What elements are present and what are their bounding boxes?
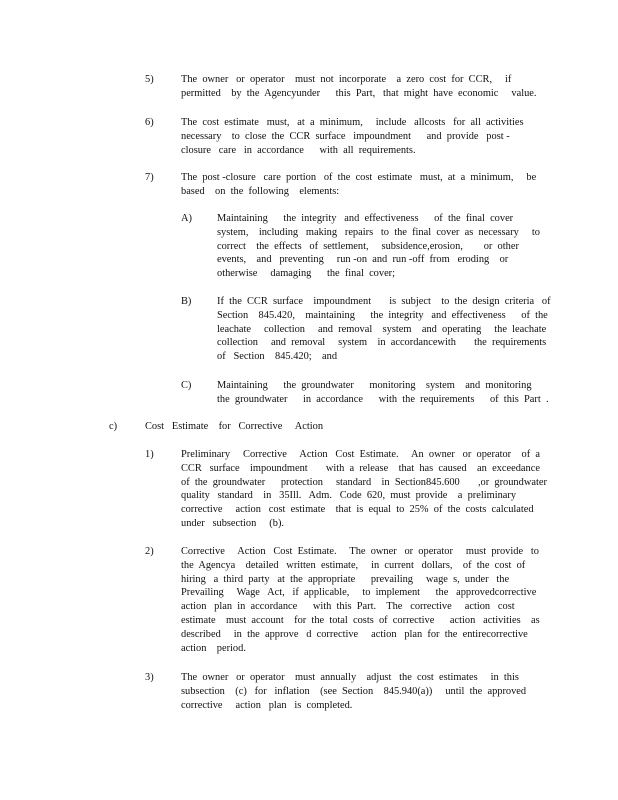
text-line: of Section 845.420; and bbox=[217, 351, 338, 363]
item-label: 5) bbox=[145, 74, 154, 85]
text-line: under subsection (b). bbox=[181, 517, 285, 529]
item-text bbox=[181, 671, 526, 712]
item-label: 3) bbox=[145, 672, 154, 683]
text-line: the Agencya detailed written estimate, in current dollars, of the cost of bbox=[181, 559, 526, 571]
text-line: based on the following elements: bbox=[181, 185, 340, 197]
text-line: described in the approve d corrective action plan for the entirecorrective bbox=[181, 628, 528, 640]
text-line: Maintaining the integrity and effectiveness of the final cover bbox=[217, 213, 514, 224]
text-line: quality standard in 35Ill. Adm. Code 620, must provide a preliminary bbox=[181, 490, 517, 502]
text-line: Section 845.420, maintaining the integrity and effectiveness of the bbox=[217, 309, 548, 321]
text-line: Corrective Action Cost Estimate. The owner or operator must provide to bbox=[181, 546, 539, 557]
text-line: The owner or operator must not incorporate a zero cost for CCR, if bbox=[181, 74, 512, 85]
text-line: action plan in accordance with this Part. The corrective action cost bbox=[181, 601, 515, 613]
text-line: Maintaining the groundwater monitoring system and monitoring bbox=[217, 380, 532, 391]
item-text bbox=[181, 448, 547, 531]
text-line: subsection (c) for inflation (see Section 845.940(a)) until the approved bbox=[181, 685, 527, 697]
item-text bbox=[217, 212, 540, 281]
text-line: Preliminary Corrective Action Cost Estimate. An owner or operator of a bbox=[181, 449, 540, 460]
text-line: Prevailing Wage Act, if applicable, to implement the approvedcorrective bbox=[181, 587, 537, 599]
text-line: closure care in accordance with all requirements. bbox=[181, 144, 416, 156]
text-line: hiring a third party at the appropriate prevailing wage s, under the bbox=[181, 573, 510, 585]
text-line: of the groundwater protection standard in Section845.600 ,or groundwater bbox=[181, 476, 547, 488]
text-line: CCR surface impoundment with a release that has caused an exceedance bbox=[181, 462, 540, 474]
item-text bbox=[217, 295, 551, 364]
text-line: otherwise damaging the final cover; bbox=[217, 268, 396, 280]
item-text bbox=[217, 379, 549, 407]
section-heading: Cost Estimate for Corrective Action bbox=[145, 421, 324, 432]
text-line: system, including making repairs to the final cover as necessary to bbox=[217, 226, 540, 238]
item-text bbox=[181, 73, 537, 101]
item-label: 2) bbox=[145, 546, 154, 557]
text-line: The cost estimate must, at a minimum, include allcosts for all activities bbox=[181, 117, 524, 128]
text-line: leachate collection and removal system and operating the leachate bbox=[217, 323, 547, 335]
text-line: correct the effects of settlement, subsidence,erosion, or other bbox=[217, 240, 519, 252]
text-line: action period. bbox=[181, 642, 246, 654]
item-label: 1) bbox=[145, 449, 154, 460]
item-label: 6) bbox=[145, 117, 154, 128]
item-text bbox=[181, 116, 524, 157]
text-line: estimate must account for the total costs of corrective action activities as bbox=[181, 614, 540, 626]
text-line: permitted by the Agencyunder this Part, that might have economic value. bbox=[181, 87, 537, 99]
text-line: corrective action plan is completed. bbox=[181, 699, 353, 711]
item-text bbox=[181, 171, 536, 199]
section-label: c) bbox=[109, 421, 118, 432]
text-line: collection and removal system in accordancewith the requirements bbox=[217, 337, 547, 349]
item-label: 7) bbox=[145, 172, 154, 183]
text-line: events, and preventing run -on and run -off from eroding or bbox=[217, 254, 509, 266]
item-label: C) bbox=[181, 380, 192, 391]
item-text bbox=[181, 545, 540, 655]
text-line: necessary to close the CCR surface impoundment and provide post - bbox=[181, 130, 510, 142]
text-line: If the CCR surface impoundment is subject to the design criteria of bbox=[217, 296, 551, 307]
text-line: the groundwater in accordance with the requirements of this Part . bbox=[217, 393, 549, 405]
item-label: A) bbox=[181, 213, 192, 224]
text-line: corrective action cost estimate that is equal to 25% of the costs calculated bbox=[181, 504, 534, 516]
text-line: The post -closure care portion of the cost estimate must, at a minimum, be bbox=[181, 172, 537, 183]
item-label: B) bbox=[181, 296, 192, 307]
text-line: The owner or operator must annually adjust the cost estimates in this bbox=[181, 672, 519, 683]
